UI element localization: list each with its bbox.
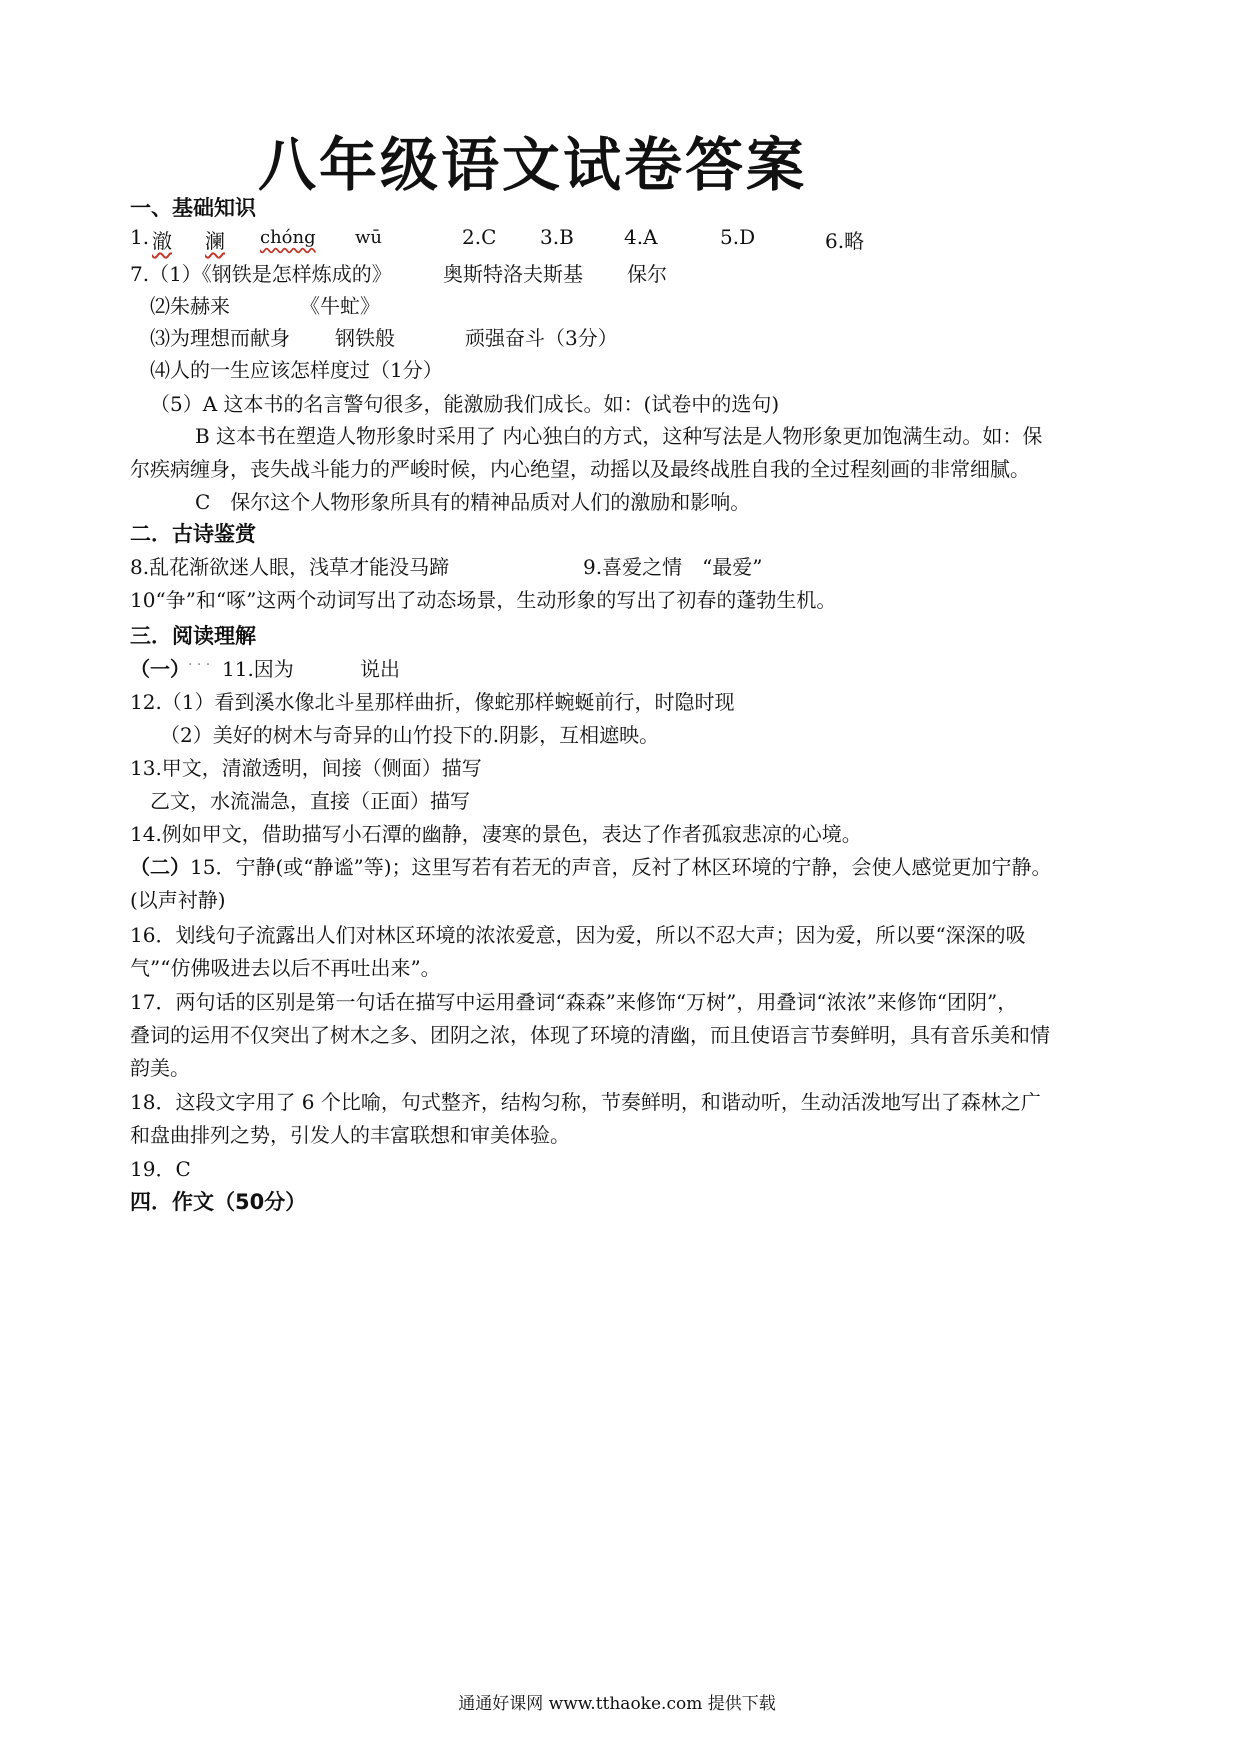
q15-answer-b: (以声衬静) bbox=[130, 888, 226, 912]
q7-line6b: 尔疾病缠身，丧失战斗能力的严峻时候，内心绝望，动摇以及最终战胜自我的全过程刻画的非常细腻。 bbox=[130, 457, 1030, 481]
q1-number: 1. bbox=[130, 225, 150, 249]
q8-answer: 8.乱花渐欲迷人眼，浅草才能没马蹄 bbox=[130, 555, 450, 579]
page-title: 八年级语文试卷答案 bbox=[258, 131, 808, 199]
q1-char-2: 澜 bbox=[205, 229, 225, 253]
q17-line1: 17．两句话的区别是第一句话在描写中运用叠词“森森”来修饰“万树”，用叠词“浓浓”来修饰“团阴”， bbox=[130, 990, 1018, 1014]
q7-line4: ⑷人的一生应该怎样度过（1分） bbox=[150, 358, 443, 382]
q12-line2: （2）美好的树木与奇异的山竹投下的.阴影，互相遮映。 bbox=[160, 723, 660, 747]
part-2-label: （二） bbox=[130, 855, 190, 879]
section-4-heading: 四．作文（50分） bbox=[130, 1190, 307, 1214]
q11-answer-a: 11.因为 bbox=[222, 657, 294, 681]
section-1-heading: 一、基础知识 bbox=[130, 196, 256, 220]
q7-line5: （5）A 这本书的名言警句很多，能激励我们成长。如：(试卷中的选句) bbox=[150, 392, 780, 416]
q19-answer: 19．C bbox=[130, 1157, 191, 1181]
q18-line2: 和盘曲排列之势，引发人的丰富联想和审美体验。 bbox=[130, 1123, 570, 1147]
q1-pinyin-1: chóng bbox=[260, 227, 316, 248]
q13-line1: 13.甲文，清澈透明，间接（侧面）描写 bbox=[130, 756, 482, 780]
part-1-label: （一） bbox=[130, 657, 190, 681]
q10-answer: 10“争”和“啄”这两个动词写出了动态场景，生动形象的写出了初春的蓬勃生机。 bbox=[130, 588, 837, 612]
q1-pinyin-2: wū bbox=[355, 227, 382, 248]
q9-answer: 9.喜爱之情 “最爱” bbox=[583, 555, 763, 579]
q7-line3-b: 钢铁般 bbox=[335, 326, 395, 350]
q7-line1-a: 7.（1）《钢铁是怎样炼成的》 bbox=[130, 262, 392, 286]
q6-answer: 6.略 bbox=[825, 229, 865, 253]
q15-answer: 15．宁静(或“静谧”等)；这里写若有若无的声音，反衬了林区环境的宁静，会使人感觉更加宁静。 bbox=[190, 855, 1052, 879]
q13-line2: 乙文，水流湍急，直接（正面）描写 bbox=[150, 789, 470, 813]
q16-line2: 气”“仿佛吸进去以后不再吐出来”。 bbox=[130, 956, 441, 980]
q5-answer: 5.D bbox=[720, 225, 756, 249]
q3-answer: 3.B bbox=[540, 225, 574, 249]
q4-answer: 4.A bbox=[624, 225, 658, 249]
q12-line1: 12.（1）看到溪水像北斗星那样曲折，像蛇那样蜿蜒前行，时隐时现 bbox=[130, 690, 735, 714]
q7-line1-b: 奥斯特洛夫斯基 bbox=[443, 262, 583, 286]
section-3-heading: 三．阅读理解 bbox=[130, 624, 256, 648]
q11-answer-b: 说出 bbox=[360, 657, 400, 681]
q7-line6a: B 这本书在塑造人物形象时采用了 内心独白的方式，这种写法是人物形象更加饱满生动。如：保 bbox=[195, 424, 1043, 448]
q7-line1-c: 保尔 bbox=[627, 262, 667, 286]
q7-line3-c: 顽强奋斗（3分） bbox=[465, 326, 618, 350]
q18-line1: 18．这段文字用了 6 个比喻，句式整齐，结构匀称，节奏鲜明，和谐动听，生动活泼地写出了森林之广 bbox=[130, 1090, 1041, 1114]
q7-line2-a: ⑵朱赫来 bbox=[150, 294, 230, 318]
q17-line3: 韵美。 bbox=[130, 1056, 190, 1080]
q14-answer: 14.例如甲文，借助描写小石潭的幽静，凄寒的景色，表达了作者孤寂悲凉的心境。 bbox=[130, 822, 862, 846]
q7-line2-b: 《牛虻》 bbox=[300, 294, 380, 318]
q17-line2: 叠词的运用不仅突出了树木之多、团阴之浓，体现了环境的清幽，而且使语言节奏鲜明，具有音乐美和情 bbox=[130, 1023, 1050, 1047]
q7-line3-a: ⑶为理想而献身 bbox=[150, 326, 290, 350]
q2-answer: 2.C bbox=[462, 225, 497, 249]
section-2-heading: 二．古诗鉴赏 bbox=[130, 522, 256, 546]
part-1-dots: . . . bbox=[188, 653, 211, 669]
footer-text: 通通好课网 www.tthaoke.com 提供下载 bbox=[458, 1694, 776, 1714]
q7-line7: C 保尔这个人物形象所具有的精神品质对人们的激励和影响。 bbox=[195, 490, 751, 514]
q16-line1: 16．划线句子流露出人们对林区环境的浓浓爱意，因为爱，所以不忍大声；因为爱，所以要“深深的吸 bbox=[130, 923, 1026, 947]
q1-char-1: 澈 bbox=[152, 229, 172, 253]
